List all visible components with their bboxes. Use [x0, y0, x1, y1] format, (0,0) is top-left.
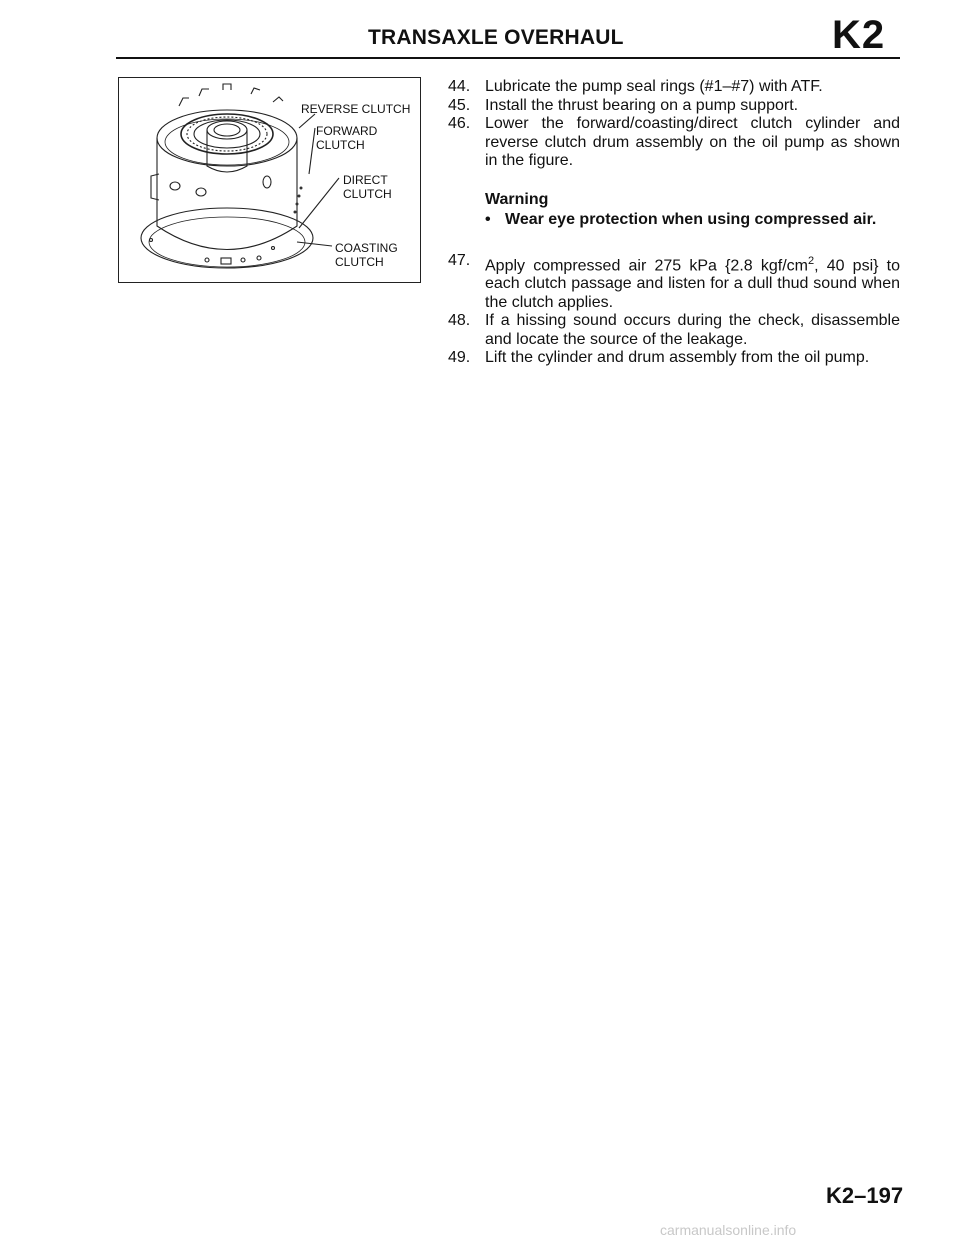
step-46 — [448, 115, 900, 171]
forward-clutch-label: FORWARD CLUTCH — [316, 124, 378, 152]
reverse-clutch-label: REVERSE CLUTCH — [301, 102, 411, 116]
watermark: carmanualsonline.info — [660, 1222, 797, 1238]
step-number: 47. — [448, 251, 471, 269]
coasting-clutch-label: COASTING CLUTCH — [335, 241, 398, 269]
step-number: 49. — [448, 349, 471, 367]
bullet-icon: • — [485, 211, 491, 228]
step-47 — [448, 252, 900, 313]
step-number: 46. — [448, 115, 471, 132]
step-text: If a hissing sound occurs during the check, disassemble and locate the source of the leakage. — [485, 312, 900, 348]
step-text-part: Apply compressed air 275 kPa {2.8 kgf/cm — [485, 256, 808, 274]
step-49 — [448, 349, 900, 368]
warning-heading: Warning — [485, 190, 549, 208]
warning-item — [485, 211, 900, 230]
section-code: K2 — [832, 13, 886, 57]
step-text-part: , 40 psi} to each clutch passage and listen for a dull thud sound when the clutch applies. — [485, 256, 901, 311]
direct-clutch-label: DIRECT CLUTCH — [343, 173, 392, 201]
header-rule — [116, 57, 900, 59]
page-title: TRANSAXLE OVERHAUL — [368, 26, 624, 49]
step-text: Lift the cylinder and drum assembly from the oil pump. — [485, 349, 870, 367]
step-number: 48. — [448, 312, 471, 330]
step-48 — [448, 312, 900, 349]
figure-box — [118, 77, 421, 283]
step-number: 44. — [448, 78, 471, 95]
page-number: K2–197 — [826, 1183, 904, 1208]
step-45 — [448, 97, 900, 116]
step-text — [485, 252, 900, 313]
step-text: Install the thrust bearing on a pump support. — [485, 96, 799, 114]
step-number: 45. — [448, 96, 471, 114]
step-text: Lubricate the pump seal rings (#1–#7) with ATF. — [485, 78, 823, 95]
warning-text: Wear eye protection when using compressed air. — [505, 211, 877, 228]
procedure-steps — [448, 78, 900, 368]
superscript: 2 — [807, 254, 815, 267]
step-text: Lower the forward/coasting/direct clutch cylinder and reverse clutch drum assembly on the oil pump as shown in the figure. — [485, 115, 900, 169]
step-44 — [448, 78, 900, 97]
